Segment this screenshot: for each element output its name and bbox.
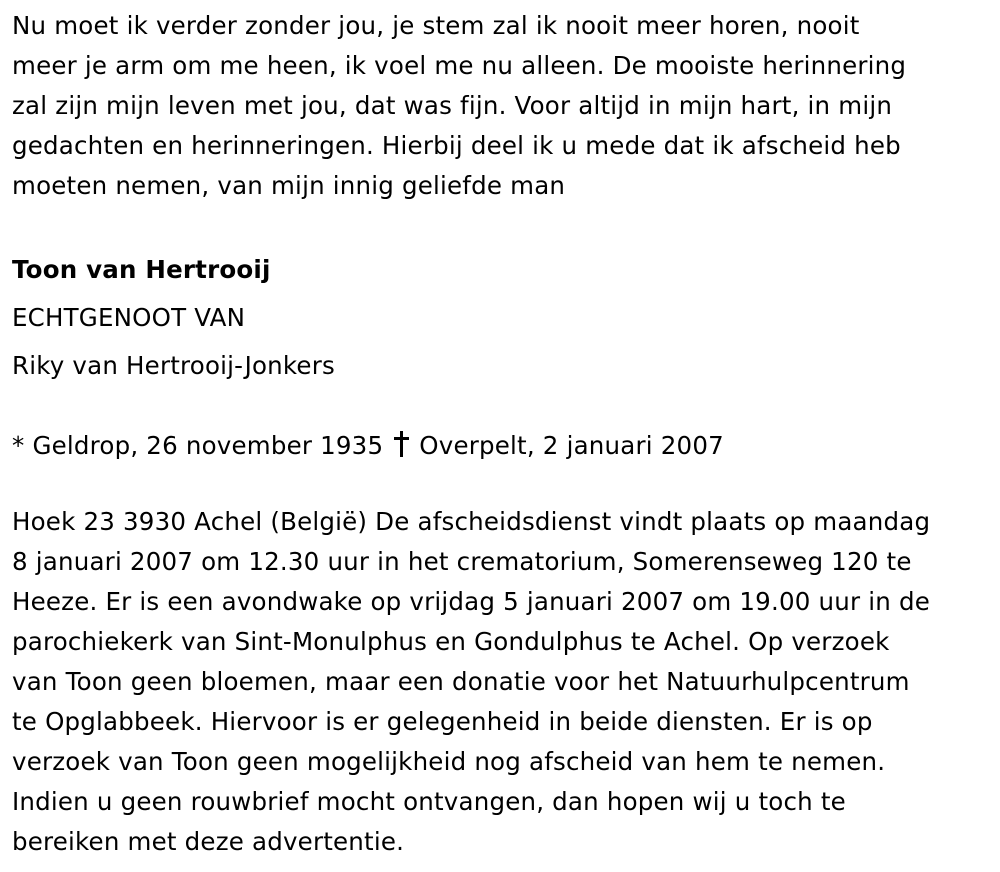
intro-line: Nu moet ik verder zonder jou, je stem zal ik nooit meer horen, nooit — [12, 11, 860, 40]
relation-label: ECHTGENOOT VAN — [12, 303, 246, 332]
intro-line: zal zijn mijn leven met jou, dat was fijn. Voor altijd in mijn hart, in mijn — [12, 91, 893, 120]
deceased-name: Toon van Hertrooij — [12, 255, 271, 284]
intro-line: meer je arm om me heen, ik voel me nu alleen. De mooiste herinnering — [12, 51, 907, 80]
details-line: Hoek 23 3930 Achel (België) De afscheidsdienst vindt plaats op maandag — [12, 507, 931, 536]
intro-paragraph — [12, 6, 988, 206]
details-line: verzoek van Toon geen mogelijkheid nog afscheid van hem te nemen. — [12, 747, 886, 776]
life-dates — [12, 422, 988, 470]
cross-icon — [393, 431, 409, 457]
spacer — [12, 390, 988, 422]
details-line: te Opglabbeek. Hiervoor is er gelegenheid in beide diensten. Er is op — [12, 707, 873, 736]
intro-line: gedachten en herinneringen. Hierbij deel ik u mede dat ik afscheid heb — [12, 131, 901, 160]
spacer — [12, 470, 988, 502]
details-line: van Toon geen bloemen, maar een donatie voor het Natuurhulpcentrum — [12, 667, 910, 696]
spouse-name: Riky van Hertrooij-Jonkers — [12, 351, 335, 380]
spacer — [12, 206, 988, 246]
details-line: parochiekerk van Sint-Monulphus en Gondulphus te Achel. Op verzoek — [12, 627, 890, 656]
details-line: 8 januari 2007 om 12.30 uur in het crematorium, Somerenseweg 120 te — [12, 547, 912, 576]
details-paragraph — [12, 502, 988, 862]
details-line: Heeze. Er is een avondwake op vrijdag 5 januari 2007 om 19.00 uur in de — [12, 587, 930, 616]
details-line: bereiken met deze advertentie. — [12, 827, 405, 856]
death-date: Overpelt, 2 januari 2007 — [419, 431, 724, 460]
obituary-text — [12, 6, 988, 862]
intro-line: moeten nemen, van mijn innig geliefde man — [12, 171, 566, 200]
birth-date: * Geldrop, 26 november 1935 — [12, 431, 384, 460]
details-line: Indien u geen rouwbrief mocht ontvangen, dan hopen wij u toch te — [12, 787, 846, 816]
